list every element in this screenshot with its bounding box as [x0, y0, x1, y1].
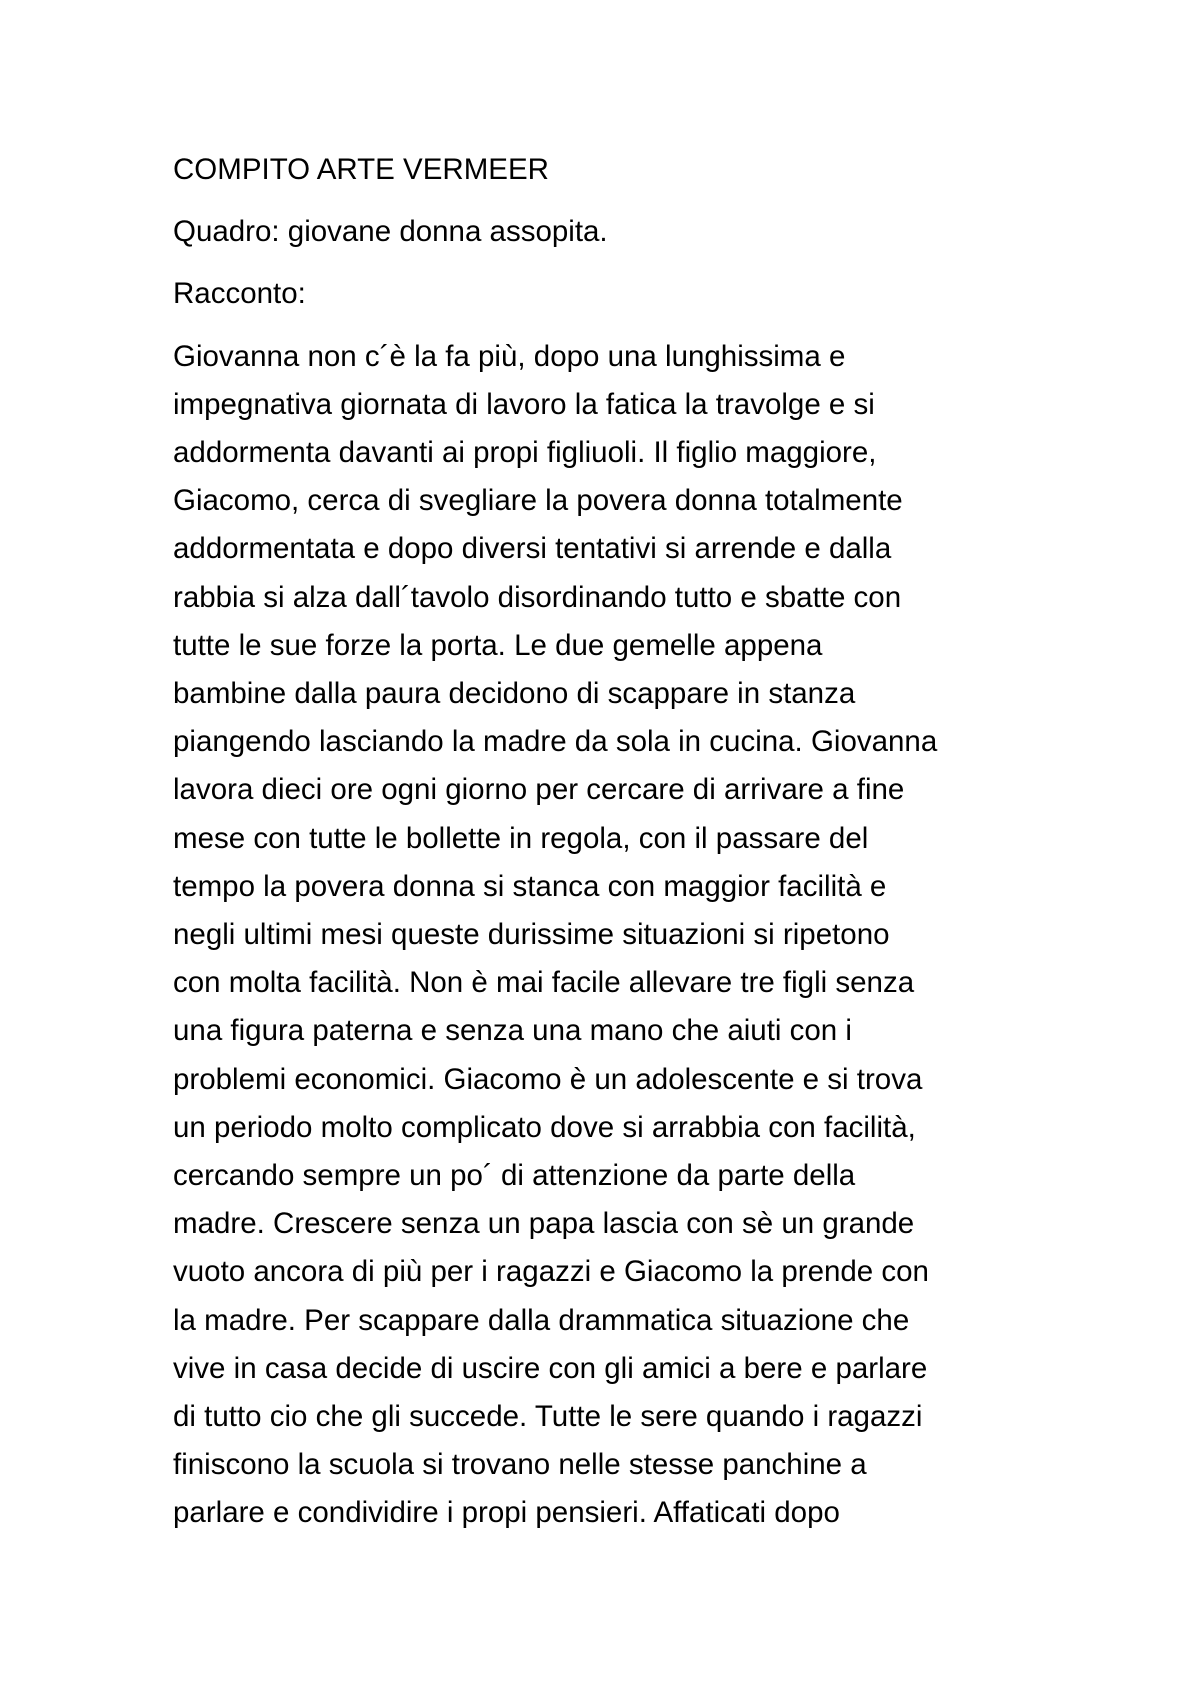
- story-line: Giovanna non c´è la fa più, dopo una lunghissima e: [173, 339, 846, 373]
- story-line: cercando sempre un po´ di attenzione da parte della: [173, 1159, 856, 1193]
- story-line: piangendo lasciando la madre da sola in cucina. Giovanna: [173, 725, 938, 759]
- story-line: bambine dalla paura decidono di scappare in stanza: [173, 677, 856, 711]
- story-line: mese con tutte le bollette in regola, con il passare del: [173, 821, 869, 855]
- story-line: rabbia si alza dall´tavolo disordinando tutto e sbatte con: [173, 580, 902, 614]
- story-line: Giacomo, cerca di svegliare la povera donna totalmente: [173, 484, 903, 518]
- story-body: [173, 333, 1053, 1538]
- story-line: tempo la povera donna si stanca con maggior facilità e: [173, 869, 887, 903]
- story-line: un periodo molto complicato dove si arrabbia con facilità,: [173, 1110, 916, 1144]
- story-line: di tutto cio che gli succede. Tutte le sere quando i ragazzi: [173, 1400, 923, 1434]
- story-line: parlare e condividire i propi pensieri. Affaticati dopo: [173, 1496, 840, 1530]
- story-line: la madre. Per scappare dalla drammatica situazione che: [173, 1303, 910, 1337]
- document-content: [173, 146, 1053, 1538]
- story-line: madre. Crescere senza un papa lascia con sè un grande: [173, 1207, 915, 1241]
- story-line: lavora dieci ore ogni giorno per cercare di arrivare a fine: [173, 773, 905, 807]
- document-title: COMPITO ARTE VERMEER: [173, 153, 549, 186]
- story-line: addormenta davanti ai propi figliuoli. Il figlio maggiore,: [173, 436, 877, 470]
- story-line: addormentata e dopo diversi tentativi si arrende e dalla: [173, 532, 892, 566]
- story-line: negli ultimi mesi queste durissime situazioni si ripetono: [173, 918, 890, 952]
- story-line: finiscono la scuola si trovano nelle stesse panchine a: [173, 1448, 867, 1482]
- story-line: impegnativa giornata di lavoro la fatica la travolge e si: [173, 387, 875, 421]
- story-line: vuoto ancora di più per i ragazzi e Giacomo la prende con: [173, 1255, 929, 1289]
- story-line: tutte le sue forze la porta. Le due gemelle appena: [173, 628, 823, 662]
- story-line: vive in casa decide di uscire con gli amici a bere e parlare: [173, 1351, 928, 1385]
- story-line: problemi economici. Giacomo è un adolescente e si trova: [173, 1062, 923, 1096]
- painting-line: Quadro: giovane donna assopita.: [173, 215, 608, 249]
- story-line: una figura paterna e senza una mano che aiuti con i: [173, 1014, 852, 1048]
- story-label: Racconto:: [173, 277, 306, 311]
- story-line: con molta facilità. Non è mai facile allevare tre figli senza: [173, 966, 915, 1000]
